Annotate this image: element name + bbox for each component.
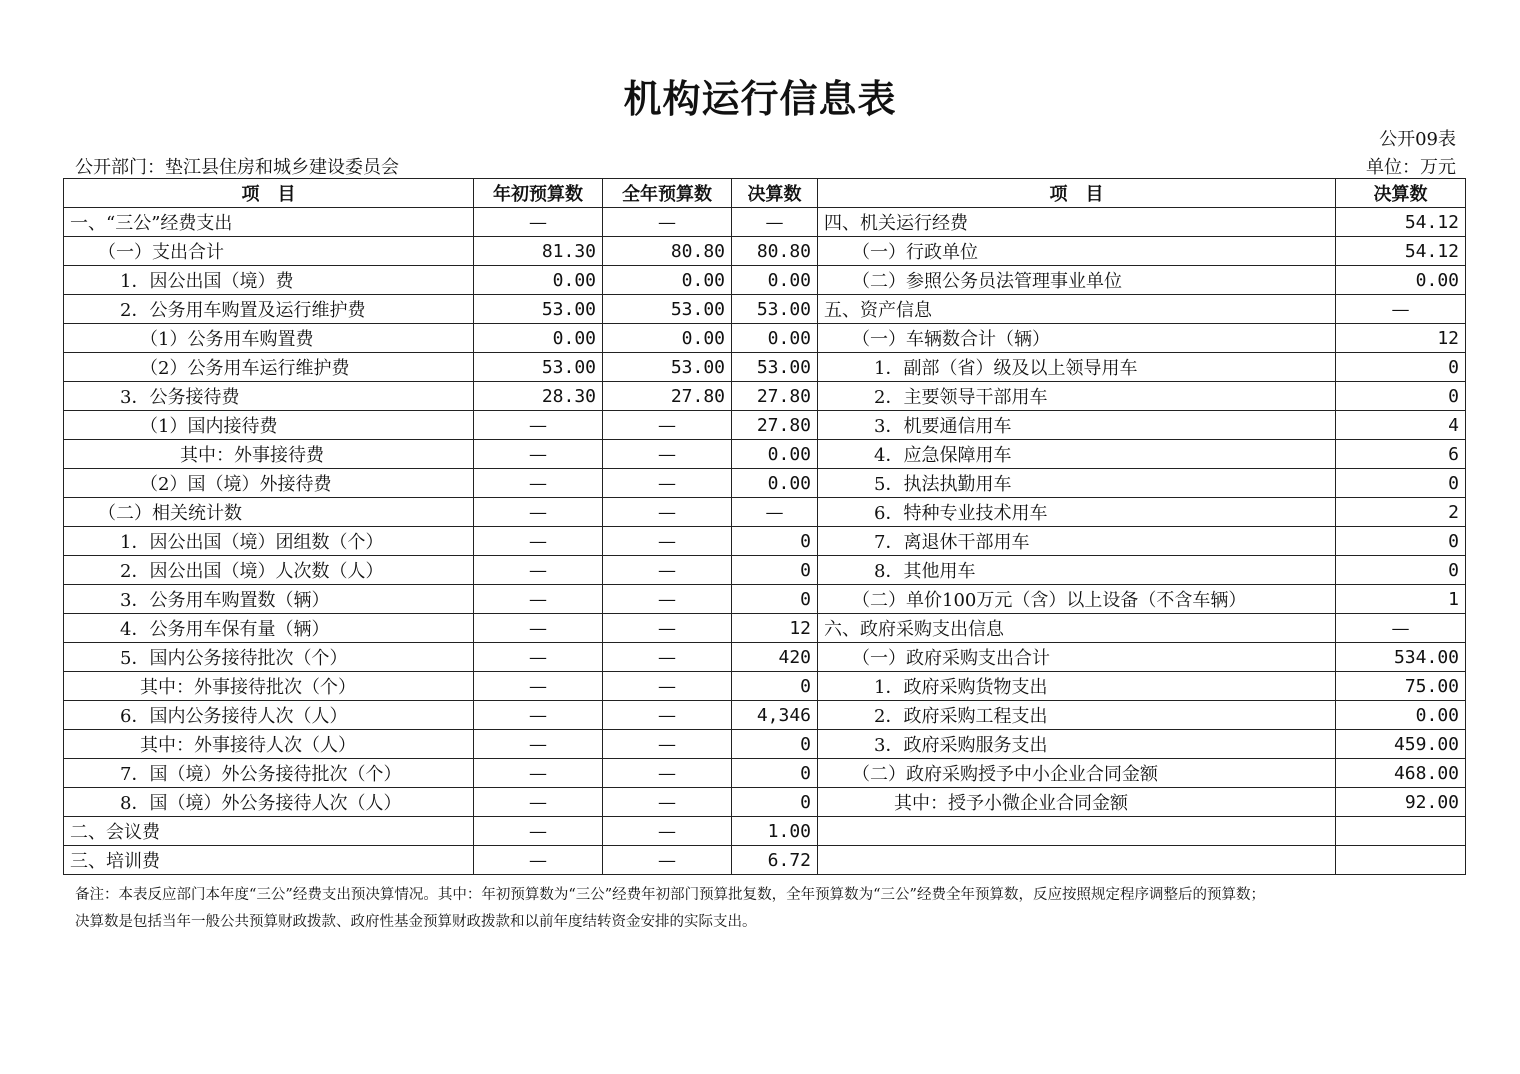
final-left-cell: 420 <box>732 643 818 672</box>
final-left-cell: 0 <box>732 585 818 614</box>
table-row <box>64 817 1466 846</box>
unit-label: 单位：万元 <box>1366 157 1456 178</box>
left-item-cell: 其中：外事接待费 <box>64 440 474 469</box>
full-year-budget-cell: — <box>603 701 732 730</box>
table-row <box>64 527 1466 556</box>
department-label: 公开部门：垫江县住房和城乡建设委员会 <box>75 157 399 178</box>
table-row <box>64 353 1466 382</box>
table-row <box>64 440 1466 469</box>
final-right-cell: 75.00 <box>1336 672 1466 701</box>
final-right-cell: 0 <box>1336 556 1466 585</box>
right-item-cell: （一）政府采购支出合计 <box>818 643 1336 672</box>
info-table <box>63 178 1466 875</box>
left-item-cell: 1．因公出国（境）团组数（个） <box>64 527 474 556</box>
table-row <box>64 730 1466 759</box>
full-year-budget-cell: — <box>603 614 732 643</box>
right-item-cell <box>818 846 1336 875</box>
final-left-cell: — <box>732 208 818 237</box>
final-right-cell: 0 <box>1336 469 1466 498</box>
table-row <box>64 759 1466 788</box>
final-right-cell: 4 <box>1336 411 1466 440</box>
right-item-cell <box>818 817 1336 846</box>
full-year-budget-cell: — <box>603 730 732 759</box>
beginning-budget-cell: — <box>474 672 603 701</box>
left-item-cell: 7．国（境）外公务接待批次（个） <box>64 759 474 788</box>
left-item-cell: 一、“三公”经费支出 <box>64 208 474 237</box>
right-item-cell: 五、资产信息 <box>818 295 1336 324</box>
right-item-cell: 四、机关运行经费 <box>818 208 1336 237</box>
beginning-budget-cell: — <box>474 527 603 556</box>
full-year-budget-cell: 0.00 <box>603 324 732 353</box>
full-year-budget-cell: 27.80 <box>603 382 732 411</box>
final-right-cell <box>1336 817 1466 846</box>
beginning-budget-cell: — <box>474 585 603 614</box>
beginning-budget-cell: — <box>474 701 603 730</box>
table-row <box>64 788 1466 817</box>
full-year-budget-cell: — <box>603 440 732 469</box>
beginning-budget-cell: 53.00 <box>474 353 603 382</box>
left-item-cell: 3．公务用车购置数（辆） <box>64 585 474 614</box>
beginning-budget-cell: — <box>474 759 603 788</box>
full-year-budget-cell: 80.80 <box>603 237 732 266</box>
table-row <box>64 643 1466 672</box>
table-row <box>64 469 1466 498</box>
right-item-cell: 8．其他用车 <box>818 556 1336 585</box>
header-final-right: 决算数 <box>1336 179 1466 208</box>
footnote-line-2: 决算数是包括当年一般公共预算财政拨款、政府性基金预算财政拨款和以前年度结转资金安排的实际支出。 <box>75 914 757 930</box>
final-right-cell: 0.00 <box>1336 701 1466 730</box>
final-left-cell: 53.00 <box>732 353 818 382</box>
table-row <box>64 237 1466 266</box>
right-item-cell: 5．执法执勤用车 <box>818 469 1336 498</box>
final-right-cell: — <box>1336 295 1466 324</box>
beginning-budget-cell: 53.00 <box>474 295 603 324</box>
beginning-budget-cell: — <box>474 208 603 237</box>
full-year-budget-cell: — <box>603 817 732 846</box>
table-row <box>64 585 1466 614</box>
full-year-budget-cell: 53.00 <box>603 295 732 324</box>
footnote <box>75 882 1475 936</box>
full-year-budget-cell: — <box>603 788 732 817</box>
final-left-cell: 0 <box>732 788 818 817</box>
table-row <box>64 556 1466 585</box>
final-left-cell: 6.72 <box>732 846 818 875</box>
beginning-budget-cell: — <box>474 411 603 440</box>
table-row <box>64 266 1466 295</box>
left-item-cell: 三、培训费 <box>64 846 474 875</box>
beginning-budget-cell: — <box>474 788 603 817</box>
left-item-cell: 5．国内公务接待批次（个） <box>64 643 474 672</box>
left-item-cell: 2．公务用车购置及运行维护费 <box>64 295 474 324</box>
right-item-cell: 6．特种专业技术用车 <box>818 498 1336 527</box>
full-year-budget-cell: — <box>603 759 732 788</box>
final-left-cell: 0 <box>732 730 818 759</box>
beginning-budget-cell: — <box>474 614 603 643</box>
final-left-cell: 0.00 <box>732 324 818 353</box>
final-right-cell: 468.00 <box>1336 759 1466 788</box>
left-item-cell: 其中：外事接待批次（个） <box>64 672 474 701</box>
table-code: 公开09表 <box>1379 129 1456 150</box>
right-item-cell: 2．主要领导干部用车 <box>818 382 1336 411</box>
left-item-cell: 其中：外事接待人次（人） <box>64 730 474 759</box>
header-left-item: 项 目 <box>64 179 474 208</box>
final-right-cell: 0 <box>1336 353 1466 382</box>
full-year-budget-cell: — <box>603 411 732 440</box>
final-left-cell: 0 <box>732 527 818 556</box>
right-item-cell: 六、政府采购支出信息 <box>818 614 1336 643</box>
right-item-cell: （二）单价100万元（含）以上设备（不含车辆） <box>818 585 1336 614</box>
right-item-cell: 4．应急保障用车 <box>818 440 1336 469</box>
final-right-cell: 1 <box>1336 585 1466 614</box>
beginning-budget-cell: — <box>474 498 603 527</box>
final-right-cell: 92.00 <box>1336 788 1466 817</box>
table-row <box>64 324 1466 353</box>
table-row <box>64 614 1466 643</box>
final-right-cell: 0.00 <box>1336 266 1466 295</box>
full-year-budget-cell: — <box>603 527 732 556</box>
full-year-budget-cell: — <box>603 643 732 672</box>
full-year-budget-cell: — <box>603 469 732 498</box>
final-left-cell: 27.80 <box>732 382 818 411</box>
full-year-budget-cell: — <box>603 498 732 527</box>
final-right-cell: 459.00 <box>1336 730 1466 759</box>
left-item-cell: （1）公务用车购置费 <box>64 324 474 353</box>
beginning-budget-cell: — <box>474 730 603 759</box>
right-item-cell: 其中：授予小微企业合同金额 <box>818 788 1336 817</box>
header-beginning-budget: 年初预算数 <box>474 179 603 208</box>
final-left-cell: 1.00 <box>732 817 818 846</box>
left-item-cell: （一）支出合计 <box>64 237 474 266</box>
final-right-cell: 54.12 <box>1336 237 1466 266</box>
final-left-cell: 0 <box>732 672 818 701</box>
full-year-budget-cell: — <box>603 672 732 701</box>
beginning-budget-cell: 28.30 <box>474 382 603 411</box>
full-year-budget-cell: — <box>603 556 732 585</box>
table-row <box>64 411 1466 440</box>
left-item-cell: 1．因公出国（境）费 <box>64 266 474 295</box>
full-year-budget-cell: — <box>603 208 732 237</box>
right-item-cell: （一）行政单位 <box>818 237 1336 266</box>
full-year-budget-cell: — <box>603 846 732 875</box>
beginning-budget-cell: 0.00 <box>474 324 603 353</box>
table-row <box>64 846 1466 875</box>
left-item-cell: （2）公务用车运行维护费 <box>64 353 474 382</box>
left-item-cell: （二）相关统计数 <box>64 498 474 527</box>
header-right-item: 项 目 <box>818 179 1336 208</box>
final-left-cell: 27.80 <box>732 411 818 440</box>
left-item-cell: 4．公务用车保有量（辆） <box>64 614 474 643</box>
full-year-budget-cell: 0.00 <box>603 266 732 295</box>
final-right-cell <box>1336 846 1466 875</box>
final-left-cell: 53.00 <box>732 295 818 324</box>
final-right-cell: 0 <box>1336 527 1466 556</box>
left-item-cell: 二、会议费 <box>64 817 474 846</box>
table-row <box>64 295 1466 324</box>
final-left-cell: 4,346 <box>732 701 818 730</box>
final-left-cell: 0 <box>732 759 818 788</box>
final-right-cell: — <box>1336 614 1466 643</box>
beginning-budget-cell: — <box>474 846 603 875</box>
right-item-cell: 3．政府采购服务支出 <box>818 730 1336 759</box>
footnote-line-1: 备注：本表反应部门本年度“三公”经费支出预决算情况。其中：年初预算数为“三公”经费年初部门预算批复数，全年预算数为“三公”经费全年预算数，反应按照规定程序调整后的预算数； <box>75 887 1265 903</box>
final-right-cell: 534.00 <box>1336 643 1466 672</box>
right-item-cell: （二）政府采购授予中小企业合同金额 <box>818 759 1336 788</box>
beginning-budget-cell: — <box>474 556 603 585</box>
full-year-budget-cell: 53.00 <box>603 353 732 382</box>
table-row <box>64 382 1466 411</box>
table-header-row <box>64 179 1466 208</box>
table-row <box>64 701 1466 730</box>
final-right-cell: 0 <box>1336 382 1466 411</box>
final-right-cell: 12 <box>1336 324 1466 353</box>
final-left-cell: — <box>732 498 818 527</box>
beginning-budget-cell: 81.30 <box>474 237 603 266</box>
final-left-cell: 0.00 <box>732 266 818 295</box>
table-row <box>64 208 1466 237</box>
final-left-cell: 80.80 <box>732 237 818 266</box>
beginning-budget-cell: — <box>474 817 603 846</box>
left-item-cell: （1）国内接待费 <box>64 411 474 440</box>
final-left-cell: 12 <box>732 614 818 643</box>
right-item-cell: 3．机要通信用车 <box>818 411 1336 440</box>
full-year-budget-cell: — <box>603 585 732 614</box>
final-right-cell: 54.12 <box>1336 208 1466 237</box>
right-item-cell: （二）参照公务员法管理事业单位 <box>818 266 1336 295</box>
final-left-cell: 0.00 <box>732 440 818 469</box>
left-item-cell: 6．国内公务接待人次（人） <box>64 701 474 730</box>
left-item-cell: 2．因公出国（境）人次数（人） <box>64 556 474 585</box>
final-right-cell: 2 <box>1336 498 1466 527</box>
final-left-cell: 0.00 <box>732 469 818 498</box>
final-left-cell: 0 <box>732 556 818 585</box>
page-title: 机构运行信息表 <box>623 77 897 121</box>
right-item-cell: 2．政府采购工程支出 <box>818 701 1336 730</box>
left-item-cell: （2）国（境）外接待费 <box>64 469 474 498</box>
beginning-budget-cell: — <box>474 440 603 469</box>
table-row <box>64 672 1466 701</box>
table-row <box>64 498 1466 527</box>
beginning-budget-cell: — <box>474 643 603 672</box>
right-item-cell: 1．政府采购货物支出 <box>818 672 1336 701</box>
header-full-year-budget: 全年预算数 <box>603 179 732 208</box>
beginning-budget-cell: — <box>474 469 603 498</box>
right-item-cell: 1．副部（省）级及以上领导用车 <box>818 353 1336 382</box>
beginning-budget-cell: 0.00 <box>474 266 603 295</box>
final-right-cell: 6 <box>1336 440 1466 469</box>
left-item-cell: 3．公务接待费 <box>64 382 474 411</box>
right-item-cell: （一）车辆数合计（辆） <box>818 324 1336 353</box>
left-item-cell: 8．国（境）外公务接待人次（人） <box>64 788 474 817</box>
right-item-cell: 7．离退休干部用车 <box>818 527 1336 556</box>
header-final-left: 决算数 <box>732 179 818 208</box>
